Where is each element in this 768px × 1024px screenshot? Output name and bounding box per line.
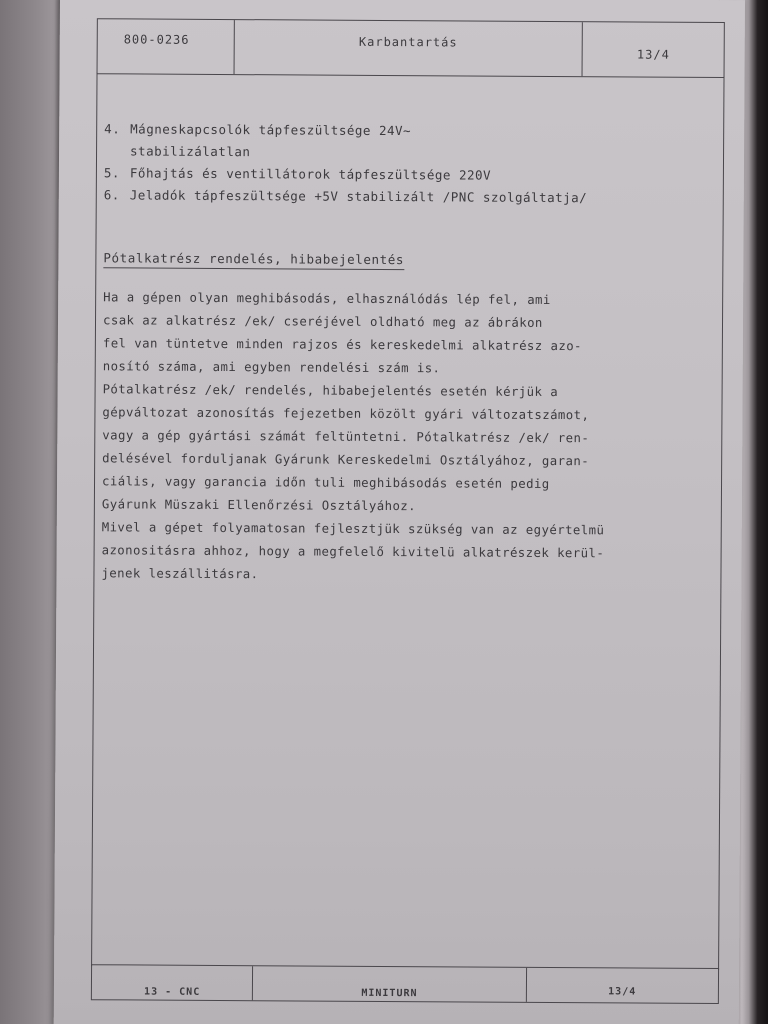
paragraph-line: gépváltozat azonosítás fejezetben közölt gyári változatszámot, <box>102 405 590 423</box>
list-item-text: Mágneskapcsolók tápfeszültsége 24V~ <box>130 121 412 139</box>
footer-model: 13 - CNC <box>92 965 254 1000</box>
paragraph-line: ciális, vagy garancia időn tuli meghibásodás esetén pedig <box>101 474 550 492</box>
page-body <box>91 72 724 970</box>
paragraph-line: delésével forduljanak Gyárunk Kereskedelmi Osztályához, garan- <box>102 451 590 469</box>
document-page <box>54 0 745 1024</box>
doc-number: 800-0236 <box>98 19 235 74</box>
list-item-text: Főhajtás és ventillátorok tápfeszültsége 220V <box>129 165 492 183</box>
page-footer <box>91 964 719 1004</box>
paragraph-line: jenek leszállitásra. <box>101 566 259 582</box>
paragraph-line: azonositásra ahhoz, hogy a megfelelő kivitelü alkatrészek kerül- <box>101 543 605 561</box>
list-item-continuation: stabilizálatlan <box>130 143 251 160</box>
section-heading: Pótalkatrész rendelés, hibabejelentés <box>103 250 404 270</box>
paragraph-line: Pótalkatrész /ek/ rendelés, hibabejelentés esetén kérjük a <box>102 382 559 400</box>
header-title: Karbantartás <box>234 20 583 76</box>
footer-machine-name: MINITURN <box>253 966 526 1002</box>
section-paragraph <box>101 286 695 589</box>
list-item <box>104 118 694 166</box>
supply-voltage-list <box>104 118 695 210</box>
list-item-number: 6. <box>103 187 120 203</box>
footer-page-number: 13/4 <box>608 985 637 998</box>
page-header <box>97 18 725 78</box>
paragraph-line: vagy a gép gyártási számát feltüntetni. Pótalkatrész /ek/ ren- <box>102 428 590 446</box>
paragraph-line: csak az alkatrész /ek/ cseréjével oldható meg az ábrákon <box>102 313 543 330</box>
list-item-number: 4. <box>104 121 121 137</box>
paragraph-line: Ha a gépen olyan meghibásodás, elhasználódás lép fel, ami <box>103 290 551 308</box>
header-page-number: 13/4 <box>636 47 670 62</box>
paragraph-line: Mivel a gépet folyamatosan fejlesztjük szükség van az egyértelmü <box>101 520 605 538</box>
list-item <box>104 184 694 210</box>
paragraph-line: fel van tüntetve minden rajzos és kereskedelmi alkatrész azo- <box>102 336 582 354</box>
paragraph-line: Gyárunk Müszaki Ellenőrzési Osztályához. <box>101 497 417 514</box>
list-item-number: 5. <box>103 165 121 181</box>
page-frame <box>91 18 725 1002</box>
paragraph-line: nosító száma, ami egyben rendelési szám is. <box>102 359 441 376</box>
list-item-text: Jeladók tápfeszültsége +5V stabilizált /PNC szolgáltatja/ <box>129 187 588 206</box>
